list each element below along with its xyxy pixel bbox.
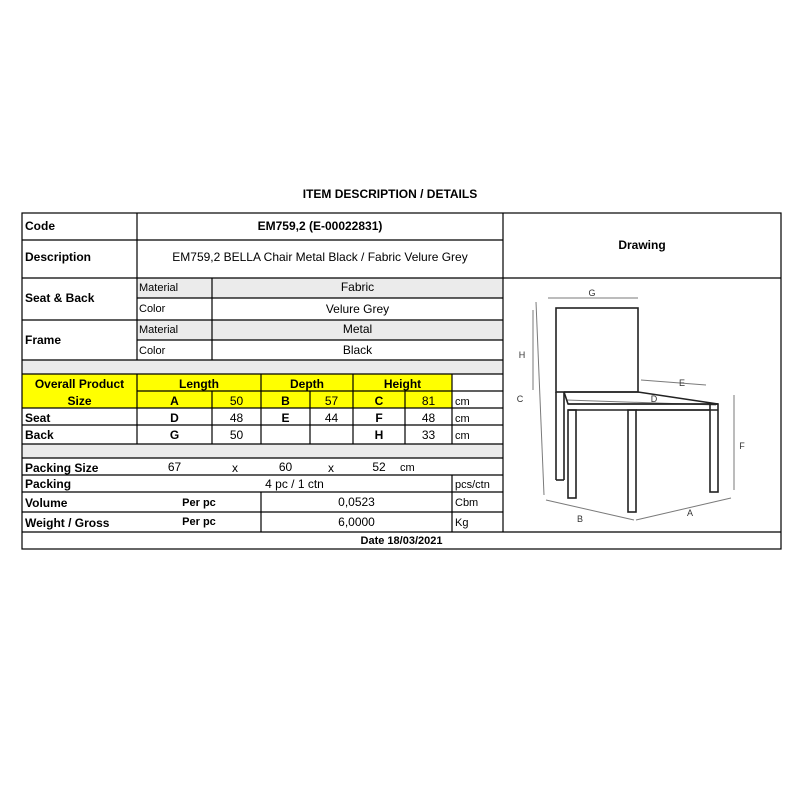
seat-back-material-label: Material	[139, 282, 179, 294]
drawing-label: Drawing	[618, 238, 666, 252]
drawing-letter-e: E	[678, 378, 686, 388]
volume-per: Per pc	[182, 497, 216, 509]
code-label: Code	[25, 219, 55, 233]
seat-back-label: Seat & Back	[25, 291, 95, 305]
volume-unit: Cbm	[455, 497, 479, 509]
weight-unit: Kg	[455, 517, 469, 529]
dim-d-letter: D	[170, 411, 179, 425]
description-value: EM759,2 BELLA Chair Metal Black / Fabric Velure Grey	[172, 250, 468, 264]
chair-drawing	[506, 280, 781, 530]
dim-h-value: 33	[421, 428, 436, 442]
packing-unit: pcs/ctn	[455, 479, 490, 491]
dim-d-value: 48	[229, 411, 244, 425]
frame-label: Frame	[25, 333, 62, 347]
packing-size-x2: x	[328, 461, 334, 475]
dim-e-value: 44	[324, 411, 339, 425]
seat-back-color: Velure Grey	[325, 302, 390, 316]
depth-label: Depth	[290, 377, 324, 391]
packing-size-label: Packing Size	[25, 461, 99, 475]
dim-a-letter: A	[170, 394, 179, 408]
weight-value: 6,0000	[338, 515, 375, 529]
dim-f-value: 48	[421, 411, 436, 425]
packing-size-unit: cm	[400, 462, 415, 474]
packing-size-v3: 52	[372, 460, 386, 474]
packing-label: Packing	[25, 477, 72, 491]
seat-label: Seat	[25, 411, 51, 425]
back-unit: cm	[455, 430, 470, 442]
code-value: EM759,2 (E-00022831)	[257, 219, 383, 233]
drawing-letter-c: C	[516, 394, 524, 404]
date-footer: Date 18/03/2021	[360, 535, 443, 547]
seat-back-material: Fabric	[340, 280, 375, 294]
frame-material: Metal	[342, 322, 373, 336]
height-label: Height	[383, 377, 422, 391]
weight-per: Per pc	[182, 516, 216, 528]
frame-color-label: Color	[139, 345, 166, 357]
overall-unit: cm	[455, 396, 470, 408]
dim-c-value: 81	[421, 394, 436, 408]
description-label: Description	[25, 250, 92, 264]
chair-outline	[556, 308, 718, 512]
packing-size-v1: 67	[167, 460, 182, 474]
dim-b-value: 57	[324, 394, 339, 408]
packing-size-v2: 60	[278, 460, 293, 474]
weight-label: Weight / Gross	[25, 516, 110, 530]
length-label: Length	[179, 377, 219, 391]
dim-line-e	[641, 380, 706, 385]
overall-label-2: Size	[67, 394, 92, 408]
seat-back-color-label: Color	[139, 303, 166, 315]
dim-line-b	[546, 500, 634, 520]
drawing-letter-d: D	[650, 394, 658, 404]
dim-e-letter: E	[281, 411, 290, 425]
seat-unit: cm	[455, 413, 470, 425]
volume-value: 0,0523	[338, 495, 375, 509]
drawing-letter-f: F	[739, 441, 745, 451]
drawing-letter-a: A	[686, 508, 694, 518]
volume-label: Volume	[25, 496, 68, 510]
overall-label-1: Overall Product	[34, 377, 125, 391]
dim-g-value: 50	[229, 428, 244, 442]
dim-line-a	[636, 498, 731, 520]
dim-line-c	[536, 302, 544, 495]
frame-color: Black	[342, 343, 373, 357]
dim-b-letter: B	[281, 394, 290, 408]
drawing-letter-b: B	[576, 514, 584, 524]
packing-size-x1: x	[232, 461, 238, 475]
dim-a-value: 50	[229, 394, 244, 408]
dim-g-letter: G	[169, 428, 180, 442]
packing-value: 4 pc / 1 ctn	[265, 477, 324, 491]
dim-f-letter: F	[375, 411, 383, 425]
drawing-letter-g: G	[588, 288, 596, 298]
back-label: Back	[25, 428, 54, 442]
dim-h-letter: H	[374, 428, 384, 442]
sheet-title: ITEM DESCRIPTION / DETAILS	[302, 187, 478, 201]
frame-material-label: Material	[139, 324, 179, 336]
drawing-letter-h: H	[518, 350, 526, 360]
dim-c-letter: C	[374, 394, 384, 408]
